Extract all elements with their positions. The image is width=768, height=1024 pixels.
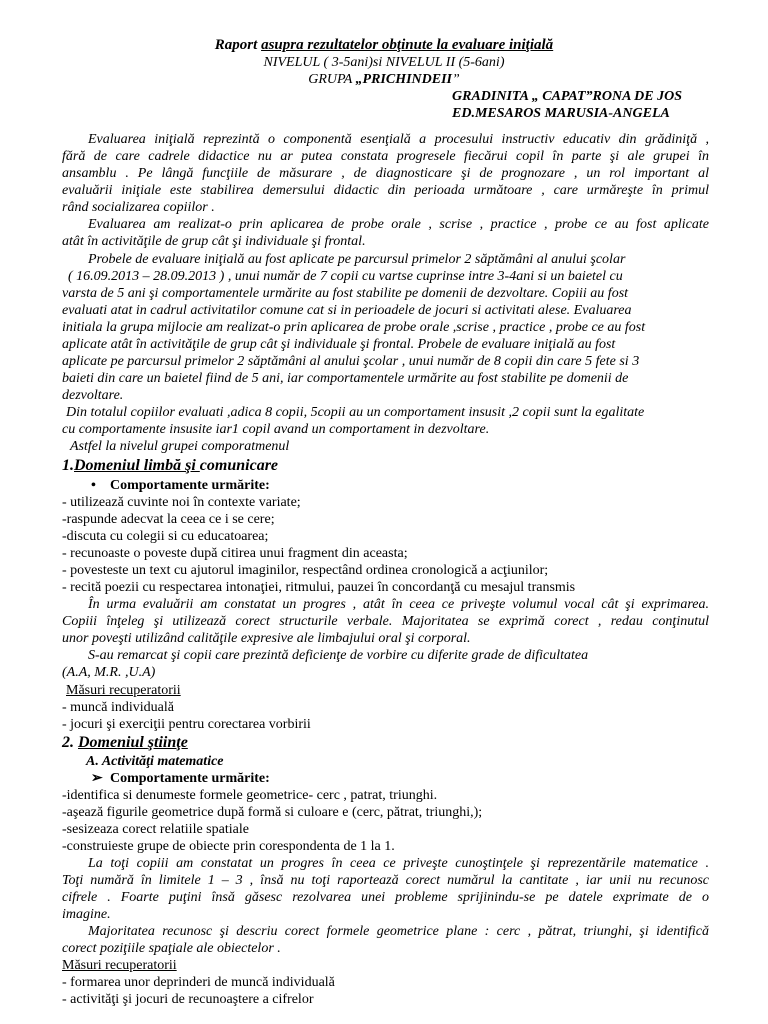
- section2-item: -identifica si denumeste formele geometrice- cerc , patrat, triunghi.: [62, 788, 438, 803]
- section2-item: -sesizeaza corect relatiile spatiale: [62, 822, 249, 837]
- arrow-bullet-icon: ➢: [91, 771, 103, 786]
- section1-heading: [62, 457, 278, 474]
- section2-title-a: Domeniul: [78, 734, 148, 751]
- report-group: [0, 71, 768, 88]
- intro-p3-line2: ( 16.09.2013 – 28.09.2013 ) , unui număr de 7 copii cu vartse cuprinse intre 3-4ani si un baietel cu: [68, 269, 623, 284]
- section1-conclusion-line2: Copiii înţeleg şi utilizează corect structurile verbale. Majoritatea se exprimă corect , redau conţinutul: [62, 614, 709, 629]
- section2-measure: - formarea unor deprinderi de muncă individuală: [62, 975, 335, 990]
- section2-subheading: A. Activităţi matematice: [86, 754, 224, 769]
- group-quote: ”: [452, 72, 460, 87]
- teacher-name: ED.MESAROS MARUSIA-ANGELA: [452, 106, 670, 121]
- section2-conclusion1-line4: imagine.: [62, 907, 111, 922]
- section2-number: 2.: [62, 734, 78, 751]
- section1-initials: (A.A, M.R. ,U.A): [62, 665, 156, 680]
- intro-p2-line2: atât în activităţile de grup cât şi individuale şi frontal.: [62, 234, 366, 249]
- section1-item: - recunoaste o poveste după citirea unui fragment din aceasta;: [62, 546, 408, 561]
- section1-item: - povesteste un text cu ajutorul imaginilor, respectând ordinea cronologică a acţiunilor;: [62, 563, 549, 578]
- report-title-prefix: Raport: [214, 37, 262, 53]
- section2-title-b: ştiinţe: [147, 734, 188, 751]
- intro-p5: Astfel la nivelul grupei comporatmenul: [70, 439, 290, 454]
- group-name: „PRICHINDEII: [355, 72, 452, 87]
- section2-conclusion2-line2: corect poziţiile spaţiale ale obiectelor .: [62, 941, 281, 956]
- intro-p1-line3: ansamblu . Pe lângă funcţiile de măsurare , de diagnosticare şi de prognozare , un rol important al: [62, 166, 709, 181]
- intro-p4-line2: cu comportamente insusite iar1 copil avand un comportament in dezvoltare.: [62, 422, 490, 437]
- section2-item: -construieste grupe de obiecte prin corespondenta de 1 la 1.: [62, 839, 395, 854]
- section1-item: -raspunde adecvat la ceea ce i se cere;: [62, 512, 275, 527]
- section1-number: 1.: [62, 457, 74, 474]
- section2-behaviours-label: Comportamente urmărite:: [110, 771, 270, 786]
- intro-p2-line1: Evaluarea am realizat-o prin aplicarea de probe orale , scrise , practice , probe ce au fost aplicate: [88, 217, 709, 232]
- intro-p3-line6: aplicate atât în activităţile de grup cât şi individuale şi frontal. Probele de evaluare iniţială au fost: [62, 337, 616, 352]
- intro-p3-line4: evaluati atat in cadrul activitatilor comune cat si in perioadele de jocuri si activitati alese. Evaluarea: [62, 303, 632, 318]
- intro-p1-line1: Evaluarea iniţială reprezintă o componentă esenţială a procesului instructiv educativ din grădiniţă ,: [88, 132, 709, 147]
- intro-p1-line2: fără de care cadrele didactice nu ar putea constata progresele fiecărui copil în parte şi ale grupei în: [62, 149, 709, 164]
- section1-item: -discuta cu colegii si cu educatoarea;: [62, 529, 269, 544]
- section2-item: -aşează figurile geometrice după formă si culoare e (cerc, pătrat, triunghi,);: [62, 805, 483, 820]
- intro-p3-line7: aplicate pe parcursul primelor 2 săptămâni al anului şcolar , unui număr de 8 copii din care 5 fete si 3: [62, 354, 640, 369]
- intro-p1-line5: rând socializarea copiilor .: [62, 200, 215, 215]
- section1-title-b: comunicare: [199, 457, 279, 474]
- intro-p3-line8: baieti din care un baietel fiind de 5 ani, iar comportamentele urmărite au fost stabilite pe domenii de: [62, 371, 629, 386]
- section1-measure: - jocuri şi exerciţii pentru corectarea vorbirii: [62, 717, 311, 732]
- section1-item: - recită poezii cu respectarea intonaţiei, ritmului, pauzei în concordanţă cu mesajul transmis: [62, 580, 576, 595]
- intro-p4-line1: Din totalul copiilor evaluati ,adica 8 copii, 5copii au un comportament insusit ,2 copii sunt la egalitate: [66, 405, 645, 420]
- section2-heading: [62, 734, 188, 751]
- bullet-icon: •: [91, 478, 96, 493]
- section1-measures-label: [62, 682, 181, 699]
- report-level: NIVELUL ( 3-5ani)si NIVELUL II (5-6ani): [263, 55, 505, 70]
- intro-p3-line9: dezvoltare.: [62, 388, 124, 403]
- section2-conclusion2-line1: Majoritatea recunosc şi descriu corect formele geometrice plane : cerc , pătrat, triunghi, şi identifică: [88, 924, 709, 939]
- section1-conclusion-line3: unor poveşti utilizând calităţile expresive ale limbajului oral şi corporal.: [62, 631, 471, 646]
- report-title: [0, 37, 768, 54]
- section1-conclusion-line1: În urma evaluării am constatat un progres , atât în ceea ce priveşte volumul vocal cât şi exprimarea.: [88, 597, 709, 612]
- report-title-main: asupra rezultatelor obţinute la evaluare iniţială: [261, 37, 554, 53]
- intro-p1-line4: evaluării iniţiale este stabilirea demersului didactic din perioada următoare , care urmăreşte în primul: [62, 183, 709, 198]
- intro-p3-line1: Probele de evaluare iniţială au fost aplicate pe parcursul primelor 2 săptămâni al anului şcolar: [88, 252, 626, 267]
- section1-item: - utilizează cuvinte noi în contexte variate;: [62, 495, 301, 510]
- section2-measures-label: Măsuri recuperatorii: [62, 958, 177, 973]
- group-prefix: GRUPA: [308, 72, 356, 87]
- section1-title-a: Domeniul limbă şi: [74, 457, 200, 474]
- section1-measure: - muncă individuală: [62, 700, 174, 715]
- section2-conclusion1-line2: Toţi numără în limitele 1 – 3 , însă nu toţi raportează corect numărul la cantitate , iar unii nu recunosc: [62, 873, 709, 888]
- intro-p3-line5: initiala la grupa mijlocie am realizat-o prin aplicarea de probe orale ,scrise , practice , probe ce au fost: [62, 320, 646, 335]
- section2-measure: - activităţi şi jocuri de recunoaştere a cifrelor: [62, 992, 314, 1007]
- section1-measures-label-text: Măsuri recuperatorii: [66, 683, 181, 698]
- school-name: GRADINITA „ CAPAT”RONA DE JOS: [452, 89, 683, 104]
- section1-behaviours-label: Comportamente urmărite:: [110, 478, 270, 493]
- section2-conclusion1-line1: La toţi copiii am constatat un progres în ceea ce priveşte cunoştinţele şi reprezentările matematice .: [88, 856, 709, 871]
- section2-conclusion1-line3: cifrele . Foarte puţini însă găsesc rezolvarea unei probleme sprijinindu-se pe datele exprimate de o: [62, 890, 709, 905]
- section1-deficiency: S-au remarcat şi copii care prezintă deficienţe de vorbire cu diferite grade de dificultatea: [88, 648, 589, 663]
- intro-p3-line3: varsta de 5 ani şi comportamentele urmărite au fost stabilite pe domenii de dezvoltare. Copiii au fost: [62, 286, 629, 301]
